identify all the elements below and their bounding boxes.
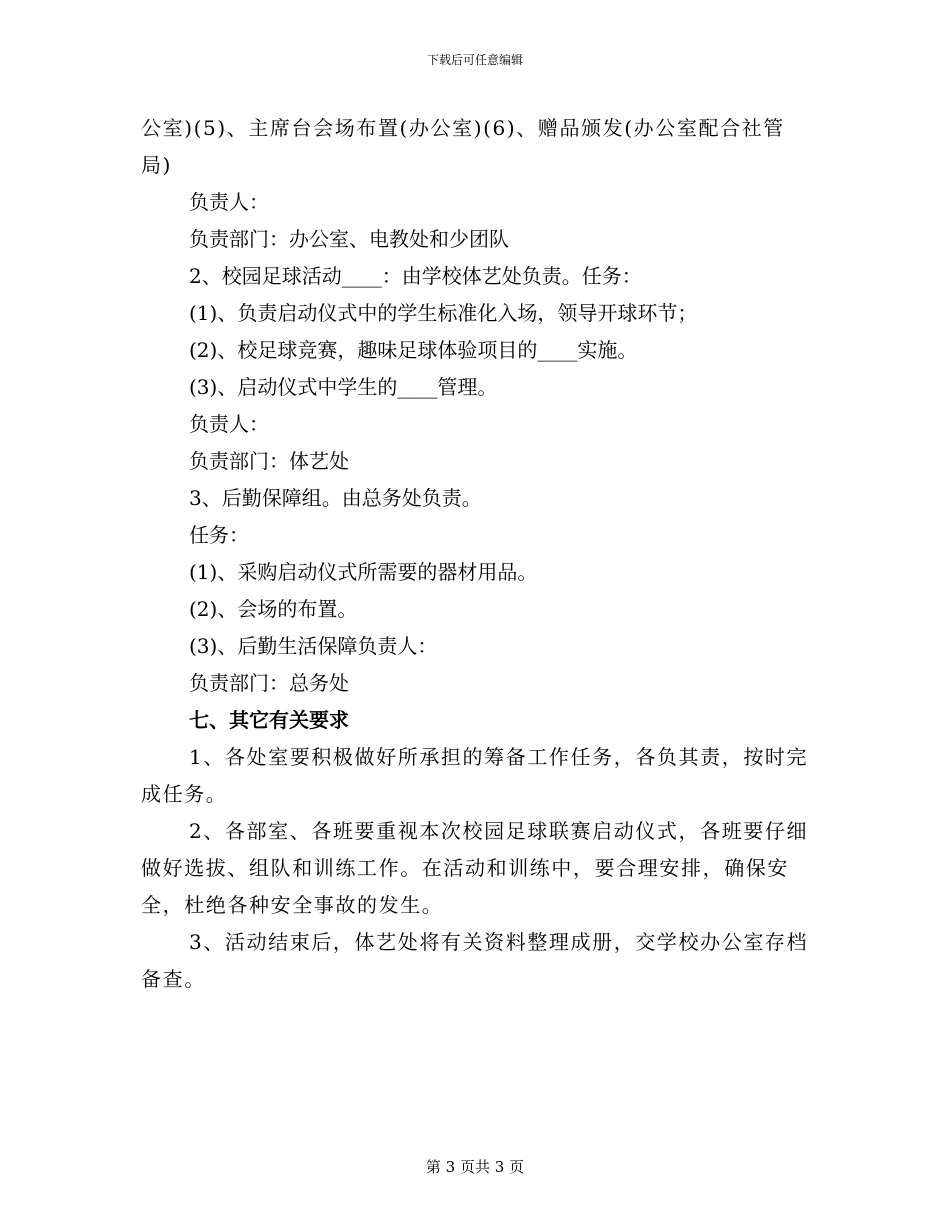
paragraph-tasks-label: 任务：: [189, 523, 249, 547]
paragraph-logistics-group: 3、后勤保障组。由总务处负责。: [189, 486, 482, 510]
paragraph-task-3-3: (3)、后勤生活保障负责人：: [189, 634, 438, 658]
paragraph-responsible-person-2: 负责人：: [189, 412, 269, 436]
paragraph-responsible-person-1: 负责人：: [189, 190, 269, 214]
paragraph-responsible-dept-2: 负责部门：体艺处: [189, 449, 349, 473]
paragraph-requirement-3: 3、活动结束后，体艺处将有关资料整理成册，交学校办公室存档备查。: [141, 930, 809, 991]
paragraph-requirement-2: 2、各部室、各班要重视本次校园足球联赛启动仪式，各班要仔细做好选拔、组队和训练工作。在活动和训练中，要合理安排，确保安全，杜绝各种安全事故的发生。: [141, 819, 809, 917]
paragraph-task-1-2: (2)、校足球竞赛，趣味足球体验项目的____实施。: [189, 338, 638, 362]
paragraph-task-1-1: (1)、负责启动仪式中的学生标准化入场，领导开球环节；: [189, 301, 698, 325]
paragraph-continuation: 公室)(5)、主席台会场布置(办公室)(6)、赠品颁发(办公室配合社管局): [141, 116, 785, 177]
page-footer: 第 3 页共 3 页: [425, 1158, 525, 1176]
section-heading-requirements: 七、其它有关要求: [189, 708, 349, 732]
paragraph-requirement-1: 1、各处室要积极做好所承担的筹备工作任务，各负其责，按时完成任务。: [141, 745, 809, 806]
paragraph-responsible-dept-3: 负责部门：总务处: [189, 671, 349, 695]
page-header: 下载后可任意编辑: [426, 53, 523, 67]
paragraph-task-1-3: (3)、启动仪式中学生的____管理。: [189, 375, 498, 399]
paragraph-responsible-dept-1: 负责部门：办公室、电教处和少团队: [189, 227, 509, 251]
paragraph-task-3-1: (1)、采购启动仪式所需要的器材用品。: [189, 560, 538, 584]
paragraph-football-activity: 2、校园足球活动____：由学校体艺处负责。任务：: [189, 264, 642, 288]
paragraph-task-3-2: (2)、会场的布置。: [189, 597, 358, 621]
document-body: [141, 110, 813, 998]
